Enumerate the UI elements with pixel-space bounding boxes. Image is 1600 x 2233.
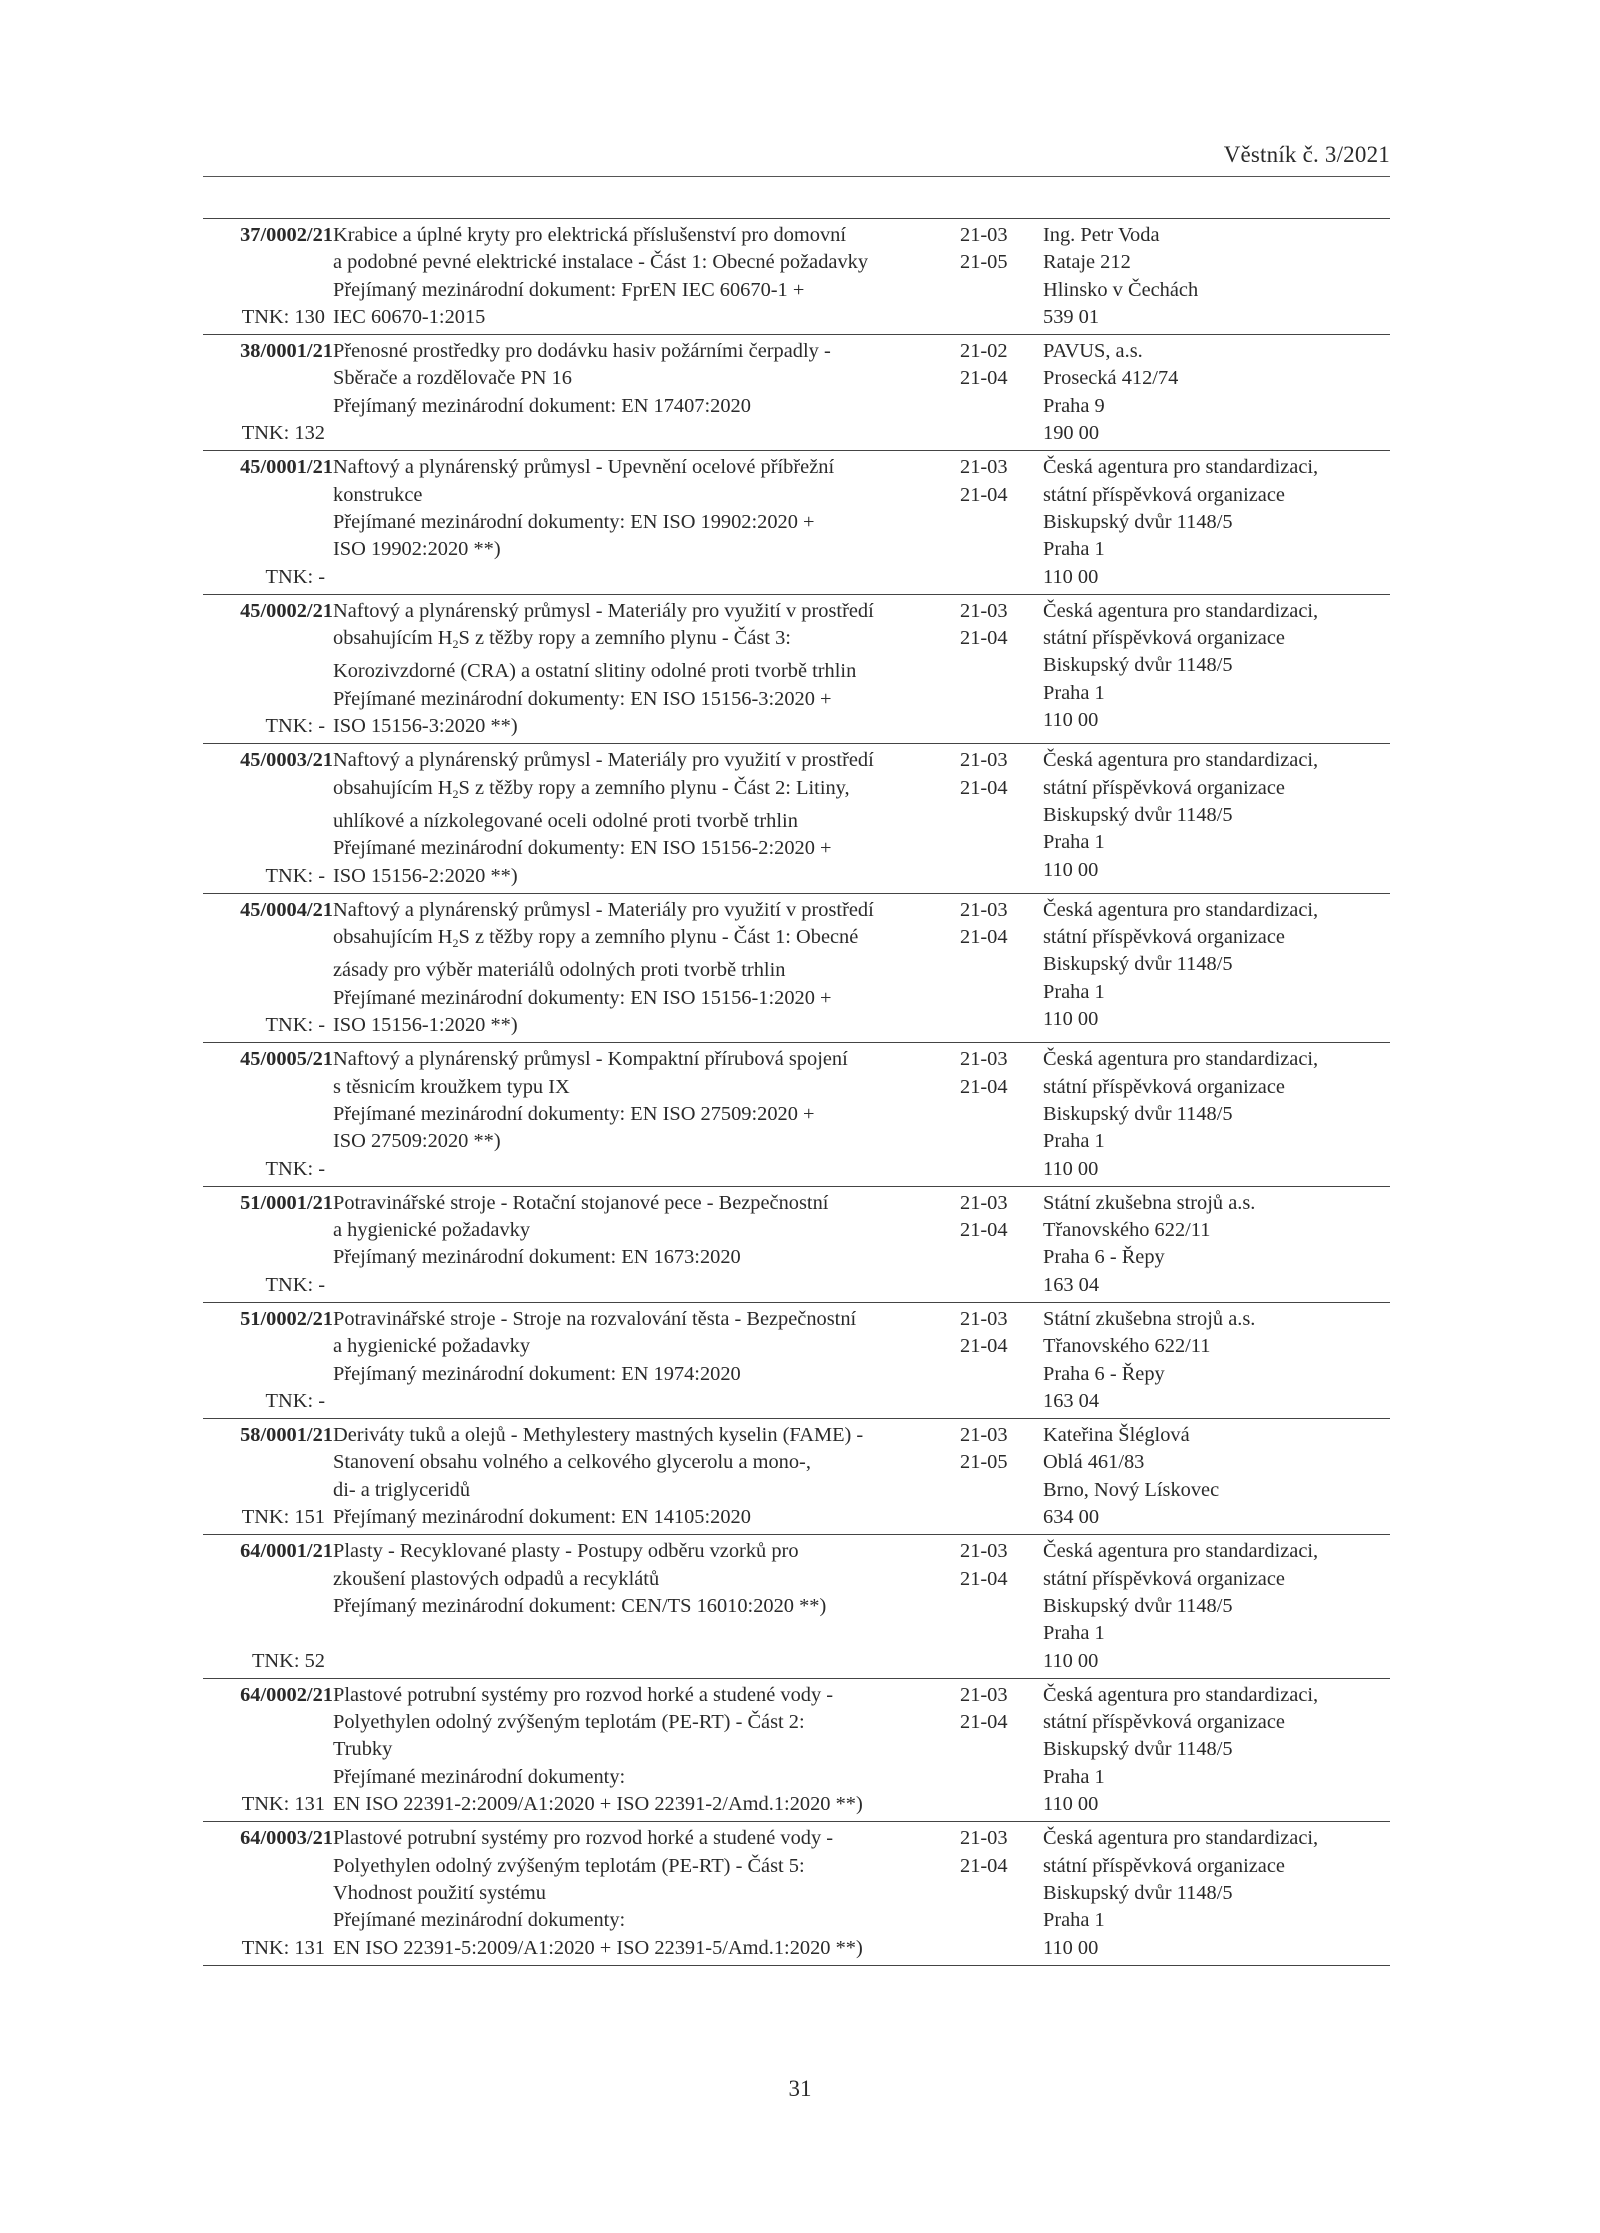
entry-number: 45/0003/21 (240, 749, 333, 772)
table-row (203, 1302, 1390, 1418)
entry-document-line: ISO 15156-1:2020 **) (333, 1014, 518, 1037)
address-line: 110 00 (1043, 858, 1099, 881)
entry-contact-address (1043, 451, 1390, 594)
entry-document-line: Přejímaný mezinárodní dokument: EN 17407:2020 (333, 394, 751, 417)
entry-date: 21-03 (960, 456, 1008, 479)
entry-title-line: zkoušení plastových odpadů a recyklátů (333, 1567, 660, 1590)
entry-contact-address (1043, 1302, 1390, 1418)
entry-date: 21-04 (960, 1854, 1008, 1877)
entry-title-line: di- a triglyceridů (333, 1478, 471, 1501)
table-row (203, 451, 1390, 594)
entry-date: 21-03 (960, 898, 1008, 921)
entry-code-cell (203, 335, 333, 451)
address-line: Česká agentura pro standardizaci, (1043, 898, 1319, 921)
entry-date: 21-03 (960, 1827, 1008, 1850)
entry-description (333, 1822, 960, 1965)
address-line: Praha 1 (1043, 980, 1105, 1003)
entry-number: 64/0001/21 (240, 1540, 333, 1563)
address-line: Prosecká 412/74 (1043, 367, 1179, 390)
entry-document-line: Přejímaný mezinárodní dokument: EN 1673:2020 (333, 1246, 741, 1269)
entry-date: 21-04 (960, 367, 1008, 390)
entry-document-line: Přejímané mezinárodní dokumenty: EN ISO 15156-1:2020 + (333, 986, 832, 1009)
entry-number: 64/0002/21 (240, 1683, 333, 1706)
table-row (203, 1419, 1390, 1535)
address-line: 110 00 (1043, 1936, 1099, 1959)
journal-title: Věstník č. 3/2021 (1223, 142, 1390, 167)
entry-contact-address (1043, 1186, 1390, 1302)
entry-document-line: Přejímané mezinárodní dokumenty: EN ISO 27509:2020 + (333, 1102, 815, 1125)
entry-title-line: Potravinářské stroje - Rotační stojanové pece - Bezpečnostní (333, 1191, 829, 1214)
entry-title-line: Deriváty tuků a olejů - Methylestery mastných kyselin (FAME) - (333, 1424, 864, 1447)
entry-title-line: obsahujícím $H_2S$ z těžby ropy a zemního plynu - Část 3: (333, 627, 791, 652)
address-line: 110 00 (1043, 1157, 1099, 1180)
entry-number: 64/0003/21 (240, 1827, 333, 1850)
entry-date: 21-03 (960, 1540, 1008, 1563)
entry-document-line: Přejímaný mezinárodní dokument: EN 14105:2020 (333, 1506, 751, 1529)
entry-date: 21-04 (960, 1075, 1008, 1098)
entry-document-line: Přejímané mezinárodní dokumenty: EN ISO 19902:2020 + (333, 510, 815, 533)
address-line: státní příspěvková organizace (1043, 1075, 1285, 1098)
entry-description (333, 1535, 960, 1678)
entry-document-line: Přejímané mezinárodní dokumenty: (333, 1765, 626, 1788)
address-line: PAVUS, a.s. (1043, 340, 1143, 363)
entry-title-line: Polyethylen odolný zvýšeným teplotám (PE-RT) - Část 2: (333, 1711, 805, 1734)
table-row (203, 1822, 1390, 1965)
address-line: Brno, Nový Lískovec (1043, 1478, 1220, 1501)
entry-date: 21-04 (960, 627, 1008, 650)
entry-code-cell (203, 1302, 333, 1418)
entry-date: 21-04 (960, 776, 1008, 799)
address-line: 539 01 (1043, 305, 1100, 328)
address-line: státní příspěvková organizace (1043, 1567, 1285, 1590)
entry-description (333, 1419, 960, 1535)
entry-contact-address (1043, 744, 1390, 893)
entry-title-line: a hygienické požadavky (333, 1335, 531, 1358)
entry-contact-address (1043, 219, 1390, 335)
address-line: Biskupský dvůr 1148/5 (1043, 510, 1233, 533)
standards-table (203, 218, 1390, 1966)
entry-title-line: Naftový a plynárenský průmysl - Materiály pro využití v prostředí (333, 898, 874, 921)
entry-title-line: Vhodnost použití systému (333, 1881, 546, 1904)
entry-title-line: Naftový a plynárenský průmysl - Upevnění ocelové příbřežní (333, 456, 835, 479)
entry-document-line: Přejímaný mezinárodní dokument: FprEN IEC 60670-1 + (333, 278, 805, 301)
entry-date: 21-03 (960, 224, 1008, 246)
table-row (203, 1186, 1390, 1302)
entry-description (333, 1043, 960, 1186)
entry-code-cell (203, 219, 333, 335)
entry-date: 21-03 (960, 599, 1008, 622)
address-line: Ing. Petr Voda (1043, 224, 1160, 246)
entry-code-cell (203, 1043, 333, 1186)
address-line: 163 04 (1043, 1273, 1100, 1296)
address-line: Praha 1 (1043, 538, 1105, 561)
entry-document-line: ISO 15156-3:2020 **) (333, 715, 518, 738)
entry-title-line: Naftový a plynárenský průmysl - Materiály pro využití v prostředí (333, 749, 874, 772)
entry-contact-address (1043, 594, 1390, 743)
address-line: 110 00 (1043, 1649, 1099, 1672)
entry-title-line: Plastové potrubní systémy pro rozvod horké a studené vody - (333, 1827, 834, 1850)
address-line: státní příspěvková organizace (1043, 1711, 1285, 1734)
entry-dates (960, 744, 1043, 893)
entry-title-line: a hygienické požadavky (333, 1219, 531, 1242)
entry-tnk: TNK: - (265, 1273, 325, 1296)
entry-tnk: TNK: - (265, 565, 325, 588)
entry-title-line: a podobné pevné elektrické instalace - Část 1: Obecné požadavky (333, 251, 869, 274)
entry-number: 51/0002/21 (240, 1307, 333, 1330)
entry-dates (960, 1186, 1043, 1302)
entry-document-line: EN ISO 22391-5:2009/A1:2020 + ISO 22391-5/Amd.1:2020 **) (333, 1936, 863, 1959)
address-line: Česká agentura pro standardizaci, (1043, 749, 1319, 772)
entry-date: 21-03 (960, 1048, 1008, 1071)
entry-document-line: ISO 27509:2020 **) (333, 1130, 501, 1153)
entry-date: 21-04 (960, 926, 1008, 949)
entry-tnk: TNK: - (265, 864, 325, 887)
entry-date: 21-03 (960, 1683, 1008, 1706)
address-line: Hlinsko v Čechách (1043, 278, 1199, 301)
address-line: 110 00 (1043, 1008, 1099, 1031)
entry-title-line: Sběrače a rozdělovače PN 16 (333, 367, 572, 390)
address-line: Biskupský dvůr 1148/5 (1043, 1738, 1233, 1761)
entry-code-cell (203, 1678, 333, 1821)
address-line: Kateřina Šléglová (1043, 1424, 1190, 1447)
address-line: státní příspěvková organizace (1043, 776, 1285, 799)
address-line: Praha 1 (1043, 831, 1105, 854)
entry-description (333, 594, 960, 743)
address-line: Praha 1 (1043, 681, 1105, 704)
table-row (203, 1043, 1390, 1186)
address-line: Třanovského 622/11 (1043, 1335, 1211, 1358)
address-line: Praha 9 (1043, 394, 1105, 417)
entry-title-line: Naftový a plynárenský průmysl - Kompaktní přírubová spojení (333, 1048, 848, 1071)
entry-code-cell (203, 1535, 333, 1678)
address-line: Oblá 461/83 (1043, 1451, 1145, 1474)
entry-title-line: konstrukce (333, 483, 423, 506)
entry-title-line: Stanovení obsahu volného a celkového glycerolu a mono-, (333, 1451, 811, 1474)
entry-number: 37/0002/21 (240, 224, 333, 246)
address-line: Praha 6 - Řepy (1043, 1246, 1165, 1269)
entry-dates (960, 1535, 1043, 1678)
address-line: 110 00 (1043, 565, 1099, 588)
entry-tnk: TNK: 130 (241, 305, 325, 328)
address-line: Česká agentura pro standardizaci, (1043, 1683, 1319, 1706)
address-line: Státní zkušebna strojů a.s. (1043, 1191, 1256, 1214)
entry-tnk: TNK: - (265, 715, 325, 738)
entry-dates (960, 219, 1043, 335)
entry-number: 51/0001/21 (240, 1191, 333, 1214)
entry-description (333, 1302, 960, 1418)
standards-table-body (203, 219, 1390, 1966)
address-line: Praha 6 - Řepy (1043, 1362, 1165, 1385)
address-line: 190 00 (1043, 422, 1100, 445)
entry-dates (960, 335, 1043, 451)
entry-dates (960, 893, 1043, 1042)
entry-description (333, 893, 960, 1042)
entry-description (333, 1186, 960, 1302)
page-number: 31 (788, 2076, 812, 2101)
entry-code-cell (203, 1186, 333, 1302)
entry-date: 21-05 (960, 1451, 1008, 1474)
entry-code-cell (203, 744, 333, 893)
entry-title-line: Krabice a úplné kryty pro elektrická příslušenství pro domovní (333, 224, 847, 246)
entry-title-line: Korozivzdorné (CRA) a ostatní slitiny odolné proti tvorbě trhlin (333, 660, 857, 683)
entry-document-line: Přejímané mezinárodní dokumenty: (333, 1909, 626, 1932)
entry-document-line: Přejímané mezinárodní dokumenty: EN ISO 15156-3:2020 + (333, 687, 832, 710)
entry-contact-address (1043, 1535, 1390, 1678)
entry-contact-address (1043, 1678, 1390, 1821)
address-line: Biskupský dvůr 1148/5 (1043, 1594, 1233, 1617)
address-line: Třanovského 622/11 (1043, 1219, 1211, 1242)
entry-contact-address (1043, 1822, 1390, 1965)
entry-date: 21-05 (960, 251, 1008, 274)
address-line: 110 00 (1043, 1793, 1099, 1816)
address-line: Biskupský dvůr 1148/5 (1043, 1881, 1233, 1904)
entry-code-cell (203, 1822, 333, 1965)
entry-document-line: IEC 60670-1:2015 (333, 305, 486, 328)
entry-title-line: Plastové potrubní systémy pro rozvod horké a studené vody - (333, 1683, 834, 1706)
entry-code-cell (203, 451, 333, 594)
entry-tnk: TNK: - (265, 1014, 325, 1037)
entry-code-cell (203, 893, 333, 1042)
address-line: Rataje 212 (1043, 251, 1131, 274)
entry-tnk: TNK: 132 (241, 422, 325, 445)
entry-number: 38/0001/21 (240, 340, 333, 363)
entry-title-line: Naftový a plynárenský průmysl - Materiály pro využití v prostředí (333, 599, 874, 622)
address-line: státní příspěvková organizace (1043, 926, 1285, 949)
entry-date: 21-03 (960, 749, 1008, 772)
entry-date: 21-04 (960, 1567, 1008, 1590)
entry-date: 21-04 (960, 1335, 1008, 1358)
table-row (203, 893, 1390, 1042)
entry-dates (960, 1678, 1043, 1821)
entry-document-line: Přejímaný mezinárodní dokument: EN 1974:2020 (333, 1362, 741, 1385)
address-line: Česká agentura pro standardizaci, (1043, 456, 1319, 479)
entry-tnk: TNK: 131 (241, 1793, 325, 1816)
address-line: státní příspěvková organizace (1043, 1854, 1285, 1877)
table-row (203, 219, 1390, 335)
entry-dates (960, 1302, 1043, 1418)
entry-title-line: Přenosné prostředky pro dodávku hasiv požárními čerpadly - (333, 340, 831, 363)
entry-code-cell (203, 594, 333, 743)
entry-title-line: s těsnicím kroužkem typu IX (333, 1075, 570, 1098)
entry-document-line: EN ISO 22391-2:2009/A1:2020 + ISO 22391-2/Amd.1:2020 **) (333, 1793, 863, 1816)
address-line: Biskupský dvůr 1148/5 (1043, 803, 1233, 826)
entry-title-line: uhlíkové a nízkolegované oceli odolné proti tvorbě trhlin (333, 809, 798, 832)
address-line: Česká agentura pro standardizaci, (1043, 1540, 1319, 1563)
entry-tnk: TNK: 52 (251, 1649, 325, 1672)
address-line: Česká agentura pro standardizaci, (1043, 1048, 1319, 1071)
entry-contact-address (1043, 893, 1390, 1042)
entry-description (333, 744, 960, 893)
address-line: Státní zkušebna strojů a.s. (1043, 1307, 1256, 1330)
entry-description (333, 1678, 960, 1821)
entry-title-line: obsahujícím $H_2S$ z těžby ropy a zemního plynu - Část 2: Litiny, (333, 776, 850, 801)
address-line: Biskupský dvůr 1148/5 (1043, 953, 1233, 976)
table-row (203, 744, 1390, 893)
table-row (203, 1535, 1390, 1678)
entry-code-cell (203, 1419, 333, 1535)
address-line: Biskupský dvůr 1148/5 (1043, 654, 1233, 677)
entry-title-line: Potravinářské stroje - Stroje na rozvalování těsta - Bezpečnostní (333, 1307, 857, 1330)
address-line: 634 00 (1043, 1506, 1100, 1529)
entry-contact-address (1043, 335, 1390, 451)
entry-document-line: Přejímaný mezinárodní dokument: CEN/TS 16010:2020 **) (333, 1594, 827, 1617)
entry-number: 45/0004/21 (240, 898, 333, 921)
entry-date: 21-03 (960, 1307, 1008, 1330)
entry-dates (960, 1419, 1043, 1535)
entry-dates (960, 1043, 1043, 1186)
entry-title-line: obsahujícím $H_2S$ z těžby ropy a zemního plynu - Část 1: Obecné (333, 926, 859, 951)
entry-tnk: TNK: - (265, 1389, 325, 1412)
entry-number: 58/0001/21 (240, 1424, 333, 1447)
address-line: 110 00 (1043, 709, 1099, 732)
address-line: Biskupský dvůr 1148/5 (1043, 1102, 1233, 1125)
address-line: Česká agentura pro standardizaci, (1043, 1827, 1319, 1850)
entry-title-line: Polyethylen odolný zvýšeným teplotám (PE-RT) - Část 5: (333, 1854, 805, 1877)
address-line: 163 04 (1043, 1389, 1100, 1412)
entry-number: 45/0002/21 (240, 599, 333, 622)
entry-title-line: zásady pro výběr materiálů odolných proti tvorbě trhlin (333, 959, 786, 982)
entry-date: 21-03 (960, 1424, 1008, 1447)
address-line: Praha 1 (1043, 1909, 1105, 1932)
address-line: státní příspěvková organizace (1043, 483, 1285, 506)
entry-number: 45/0005/21 (240, 1048, 333, 1071)
entry-date: 21-02 (960, 340, 1008, 363)
address-line: Praha 1 (1043, 1622, 1105, 1645)
entry-date: 21-04 (960, 483, 1008, 506)
table-row (203, 594, 1390, 743)
entry-tnk: TNK: 151 (241, 1506, 325, 1529)
entry-description (333, 335, 960, 451)
entry-description (333, 219, 960, 335)
entry-document-line: ISO 15156-2:2020 **) (333, 864, 518, 887)
address-line: Praha 1 (1043, 1130, 1105, 1153)
entry-number: 45/0001/21 (240, 456, 333, 479)
table-row (203, 1678, 1390, 1821)
entry-contact-address (1043, 1043, 1390, 1186)
address-line: Česká agentura pro standardizaci, (1043, 599, 1319, 622)
entry-document-line: ISO 19902:2020 **) (333, 538, 501, 561)
entry-document-line: Přejímané mezinárodní dokumenty: EN ISO 15156-2:2020 + (333, 837, 832, 860)
address-line: Praha 1 (1043, 1765, 1105, 1788)
entry-dates (960, 594, 1043, 743)
entry-tnk: TNK: - (265, 1157, 325, 1180)
entry-dates (960, 451, 1043, 594)
entry-date: 21-04 (960, 1219, 1008, 1242)
entry-dates (960, 1822, 1043, 1965)
entry-date: 21-04 (960, 1711, 1008, 1734)
entry-description (333, 451, 960, 594)
entry-tnk: TNK: 131 (241, 1936, 325, 1959)
entry-title-line: Plasty - Recyklované plasty - Postupy odběru vzorků pro (333, 1540, 799, 1563)
entry-title-line: Trubky (333, 1738, 393, 1761)
table-row (203, 335, 1390, 451)
page-header (203, 142, 1390, 177)
entry-date: 21-03 (960, 1191, 1008, 1214)
entry-contact-address (1043, 1419, 1390, 1535)
address-line: státní příspěvková organizace (1043, 627, 1285, 650)
